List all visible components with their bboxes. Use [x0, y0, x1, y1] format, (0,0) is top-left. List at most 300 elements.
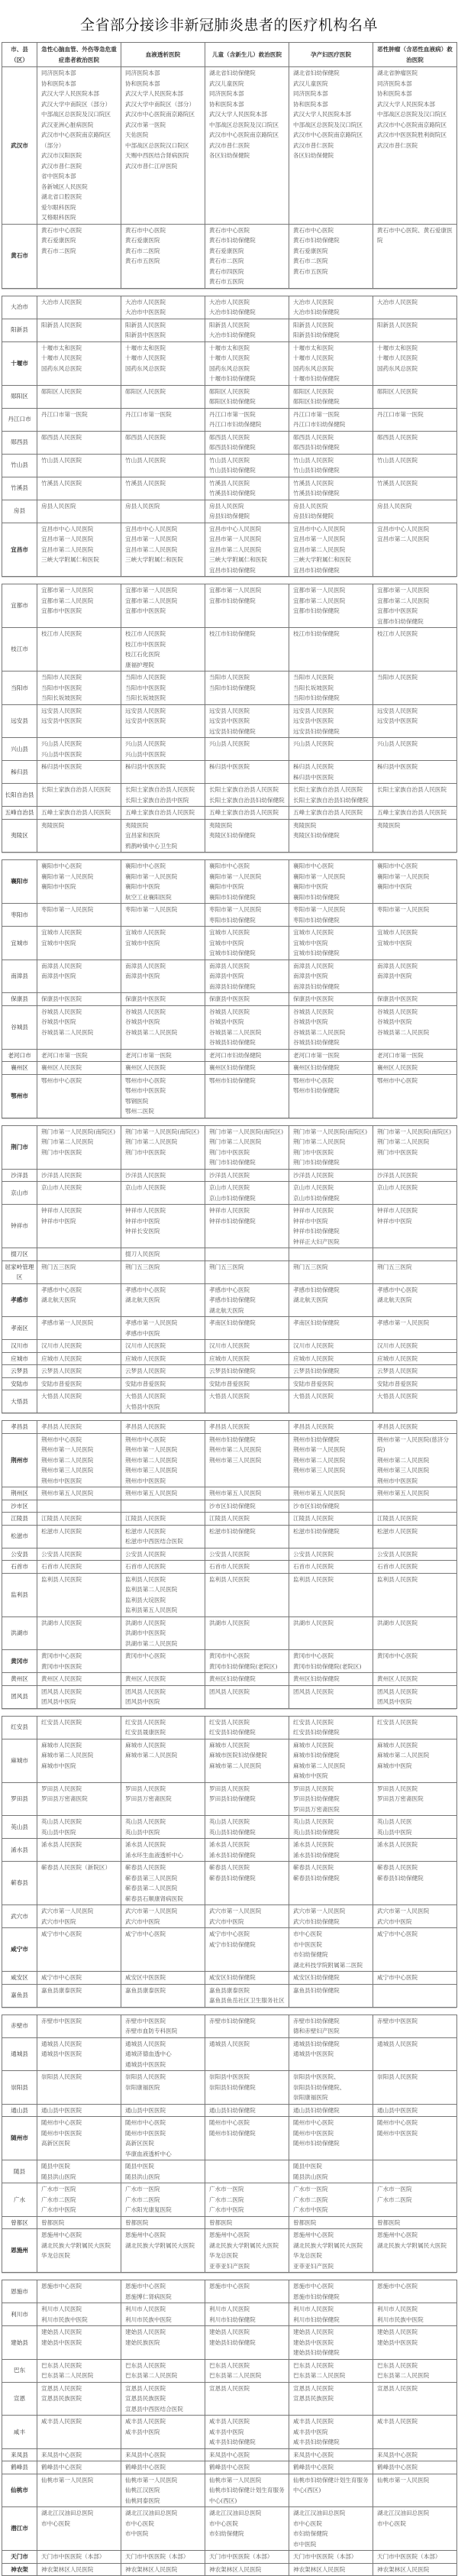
- hospital-name: 石首市人民医院: [377, 1563, 418, 1570]
- hospital-cell: [289, 296, 373, 319]
- hospital-cell: [205, 1352, 289, 1365]
- hospital-cell: [121, 2037, 205, 2071]
- hospital-cell: [289, 2037, 373, 2071]
- hospital-cell: [289, 2303, 373, 2326]
- hospital-name: 团风县人民医院: [209, 1688, 250, 1695]
- hospital-name: 巴东县第二人民医院: [293, 2372, 346, 2379]
- hospital-name: 湖北民族大学附属民大医院: [209, 2241, 279, 2249]
- hospital-cell: [205, 672, 289, 705]
- hospital-name: 荆门市第二人民医院: [377, 1138, 430, 1145]
- hospital-name: 市中心医院: [209, 2519, 238, 2527]
- table-row: [2, 2551, 457, 2564]
- table-row: [2, 1928, 457, 1972]
- hospital-cell: [289, 1816, 373, 1839]
- hospital-name: 秭归县中医医院: [125, 763, 166, 770]
- hospital-cell: [289, 1839, 373, 1862]
- hospital-name: 钟祥市人民医院: [293, 1207, 334, 1214]
- hospital-cell: [205, 341, 289, 385]
- hospital-name: 荆州市第三人民医院: [377, 1467, 430, 1474]
- hospital-cell: [289, 2359, 373, 2382]
- hospital-cell: [289, 1352, 373, 1365]
- hospital-name: 宜昌市第一人民医院: [293, 536, 346, 542]
- table-row: [2, 584, 457, 628]
- region-cell: 蕲春县: [2, 1862, 37, 1905]
- hospital-cell: [373, 1972, 457, 1985]
- table-row: [2, 993, 457, 1006]
- hospital-cell: [37, 1248, 121, 1261]
- hospital-name: 宜昌市第二人民医院: [377, 536, 430, 542]
- hospital-name: 咸丰县人民医院: [293, 2418, 334, 2425]
- hospital-cell: [121, 1548, 205, 1561]
- hospital-name: 武穴市中医院: [41, 1917, 76, 1925]
- region-cell: 沙市区: [2, 1500, 37, 1513]
- region-cell: 房县: [2, 500, 37, 523]
- hospital-cell: [373, 819, 457, 853]
- hospital-cell: [373, 2160, 457, 2183]
- hospital-cell: [289, 523, 373, 577]
- table-row: [2, 2104, 457, 2117]
- hospital-name: 沙洋县人民医院: [293, 1171, 334, 1179]
- hospital-cell: [373, 1905, 457, 1928]
- hospital-cell: [205, 1005, 289, 1049]
- region-cell: 丹江口市: [2, 408, 37, 431]
- hospital-name: 英山县人民医院: [125, 1818, 166, 1825]
- hospital-name: 五峰土家族自治县人民医院: [377, 809, 447, 816]
- hospital-name: 湖北江汉油田总医院: [209, 2510, 262, 2516]
- hospital-name: 钟祥市人民医院: [209, 1207, 250, 1214]
- region-cell: 崇阳县: [2, 2071, 37, 2105]
- hospital-name: 远安县人民医院: [377, 707, 418, 714]
- hospital-name: 英山县人民医院: [41, 1818, 82, 1825]
- region-cell: 随州市: [2, 2117, 37, 2160]
- hospital-cell: [289, 1513, 373, 1526]
- hospital-cell: [289, 431, 373, 454]
- hospital-name: 黄州区妇幼保健院: [209, 1675, 256, 1682]
- hospital-name: 公安县人民医院: [125, 1550, 166, 1558]
- hospital-cell: [289, 738, 373, 761]
- hospital-name: 监利县人民医院: [125, 1575, 166, 1583]
- hospital-cell: [121, 2071, 205, 2105]
- hospital-name: 同济医院本部: [125, 70, 160, 76]
- hospital-cell: [121, 1862, 205, 1905]
- hospital-name: 黄冈市中心医院: [125, 1652, 166, 1659]
- hospital-name: 宜都市妇幼保健院: [377, 617, 424, 625]
- hospital-name: 远安县中医医院: [293, 717, 334, 724]
- hospital-name: 协和医院本部: [293, 100, 328, 108]
- hospital-name: 仙桃市第一人民医院: [209, 2476, 262, 2484]
- hospital-name: 宜都市第一人民医院: [41, 587, 94, 594]
- hospital-name: 监利县第二人民医院: [125, 1586, 178, 1593]
- hospital-cell: [289, 67, 373, 225]
- hospital-name: 鄂钢医院: [125, 1097, 149, 1105]
- hospital-name: 荆州市第五人民医院: [377, 1490, 430, 1497]
- hospital-name: 湖北江汉油田总医院: [125, 2510, 178, 2516]
- hospital-name: 武汉市中心医院南京路院区: [377, 121, 447, 128]
- hospital-name: 宜昌市中心人民医院: [41, 525, 94, 532]
- hospital-name: 国药东风总医院: [125, 364, 166, 372]
- hospital-name: 郧阳区人民医院: [125, 387, 166, 395]
- hospital-cell: [121, 672, 205, 705]
- hospital-cell: [205, 2071, 289, 2105]
- hospital-cell: [289, 1650, 373, 1673]
- hospital-cell: [121, 1421, 205, 1434]
- hospital-name: 钟祥市妇幼保健院: [209, 1217, 256, 1225]
- hospital-name: 麻城市第二人民医院: [125, 1752, 178, 1759]
- hospital-name: 夷陵区妇幼保健院: [293, 832, 340, 839]
- hospital-name: 枝江石化医院: [125, 651, 160, 658]
- table-row: [2, 1548, 457, 1561]
- hospital-name: 洪湖市人民医院: [41, 1619, 82, 1626]
- hospital-name: 通山县中医医院: [377, 2106, 418, 2114]
- hospital-name: 竹溪县妇幼保健院: [209, 490, 256, 497]
- hospital-name: 钟祥市人民医院: [125, 1207, 166, 1214]
- table-row: [2, 1074, 457, 1118]
- hospital-name: 赤壁市血防专科医院: [125, 2027, 178, 2034]
- hospital-cell: [37, 960, 121, 993]
- hospital-name: 随县洪山医院: [293, 2173, 328, 2180]
- hospital-name: 蕲春县人民医院: [125, 1864, 166, 1871]
- hospital-name: 通城县人民医院: [41, 2040, 82, 2047]
- hospital-name: 鄂州市中心医院: [41, 1076, 82, 1084]
- hospital-name: 十堰市太和医院: [209, 344, 250, 351]
- page-break: [2, 1413, 456, 1420]
- hospital-cell: [289, 2416, 373, 2449]
- hospital-name: 枣阳市妇幼保健院: [209, 916, 256, 924]
- table-row: [2, 704, 457, 738]
- table-row: [2, 672, 457, 705]
- hospital-name: 广水市一医院: [41, 2186, 76, 2193]
- hospital-cell: [37, 1561, 121, 1574]
- hospital-cell: [121, 1782, 205, 1816]
- hospital-name: 麻城市妇幼保健院: [293, 1752, 340, 1759]
- hospital-cell: [121, 1365, 205, 1378]
- hospital-name: 京山市人民医院: [125, 1184, 166, 1191]
- hospital-name: 南漳县人民医院: [41, 962, 82, 969]
- hospital-name: 天门市中医医院（本部）: [377, 2553, 441, 2560]
- hospital-name: 松滋市中西医结合医院: [125, 1538, 183, 1545]
- hospital-name: 黄石市二医院: [209, 257, 244, 264]
- region-cell: 咸宁市: [2, 1928, 37, 1972]
- hospital-name: 钟祥正大妇产医院: [293, 1238, 340, 1245]
- table-row: [2, 296, 457, 319]
- hospital-name: 荆州市第二人民医院: [125, 1456, 178, 1464]
- hospital-name: 老河口市第一医院: [377, 1051, 424, 1059]
- hospital-cell: [205, 1928, 289, 1972]
- hospital-name: 远安县中医医院: [125, 717, 166, 724]
- hospital-name: 曾都医院: [125, 2218, 149, 2226]
- hospital-name: 夷陵医院: [41, 821, 65, 829]
- hospital-cell: [37, 2563, 121, 2576]
- hospital-name: 应城市人民医院: [377, 1354, 418, 1362]
- hospital-cell: [289, 1716, 373, 1739]
- hospital-name: 武穴市妇幼保健院: [293, 1917, 340, 1925]
- hospital-name: 远安县中医医院: [209, 717, 250, 724]
- table-row: [2, 904, 457, 927]
- hospital-cell: [373, 1205, 457, 1248]
- hospital-name: 丹江口市第一医院: [377, 410, 424, 418]
- hospital-name: 巴东县第二人民医院: [41, 2372, 94, 2379]
- hospital-name: 湖北民族大学附属民大医院: [293, 2241, 363, 2249]
- hospital-cell: [205, 1984, 289, 2007]
- hospital-cell: [205, 1573, 289, 1616]
- hospital-name: 宜城市中医院: [41, 939, 76, 947]
- hospital-cell: [121, 1905, 205, 1928]
- hospital-cell: [205, 1049, 289, 1062]
- region-cell: 武穴市: [2, 1905, 37, 1928]
- hospital-name: 云梦县人民医院: [41, 1367, 82, 1374]
- region-cell: 枣阳市: [2, 904, 37, 927]
- hospital-cell: [37, 224, 121, 288]
- hospital-name: 云梦县妇幼保健院: [293, 1367, 340, 1374]
- hospital-cell: [289, 1340, 373, 1353]
- hospital-cell: [289, 628, 373, 672]
- hospital-name: 钟祥市人民医院: [377, 1207, 418, 1214]
- table-row: [2, 2216, 457, 2229]
- hospital-cell: [37, 1673, 121, 1686]
- hospital-cell: [289, 1928, 373, 1972]
- hospital-name: 湖北航天医院: [377, 1296, 412, 1303]
- hospital-name: 钟祥市中医院: [293, 1217, 328, 1225]
- table-header-row: [2, 43, 457, 67]
- hospital-name: 宜城市人民医院: [41, 929, 82, 936]
- hospital-name: 建始县中医医院: [41, 2338, 82, 2346]
- hospital-name: 崇阳康福医院: [293, 2094, 328, 2101]
- hospital-cell: [205, 1182, 289, 1205]
- hospital-cell: [37, 431, 121, 454]
- hospital-name: 咸丰县中医院: [125, 2428, 160, 2435]
- page-break: [2, 1709, 456, 1716]
- hospital-name: 当阳长坂坡医院: [125, 694, 166, 701]
- hospital-cell: [373, 2474, 457, 2507]
- table-row: [2, 1716, 457, 1739]
- table-row: [2, 2160, 457, 2183]
- hospital-cell: [121, 477, 205, 500]
- hospital-name: 巴东县人民医院: [293, 2361, 334, 2369]
- hospital-name: 武穴市第一人民医院: [293, 1908, 346, 1914]
- hospital-name: 罗田县人民医院: [377, 1785, 418, 1792]
- hospital-cell: [205, 2037, 289, 2071]
- hospital-name: 松滋市人民医院: [41, 1527, 82, 1535]
- hospital-name: 通山县妇幼保健院: [209, 2106, 256, 2114]
- hospital-cell: [37, 738, 121, 761]
- hospital-cell: [205, 1390, 289, 1413]
- hospital-cell: [373, 584, 457, 628]
- hospital-cell: [373, 1317, 457, 1340]
- hospital-cell: [205, 2303, 289, 2326]
- region-cell: 远安县: [2, 704, 37, 738]
- hospital-cell: [373, 1049, 457, 1062]
- hospital-name: 英山县人民医院: [209, 1818, 250, 1825]
- hospital-name: 蕲春县第二人民医院: [125, 1885, 178, 1892]
- hospital-cell: [37, 2280, 121, 2303]
- hospital-name: 江陵县人民医院: [293, 1515, 334, 1522]
- hospital-name: 谷城县妇幼保健院: [209, 1039, 256, 1046]
- hospital-cell: [373, 523, 457, 577]
- hospital-cell: [289, 2280, 373, 2303]
- hospital-cell: [121, 1487, 205, 1500]
- hospital-name: 襄阳市中心医院: [209, 862, 250, 869]
- table-row: [2, 2474, 457, 2507]
- hospital-cell: [373, 2416, 457, 2449]
- hospital-name: 荆州市第二人民医院: [293, 1456, 346, 1464]
- hospital-name: 随州市中医医院: [125, 2129, 166, 2137]
- hospital-name: 房县人民医院: [209, 502, 244, 510]
- hospital-name: 湖北民族大学附属民大医院: [41, 2241, 111, 2249]
- hospital-cell: [373, 1062, 457, 1075]
- hospital-name: 咸宁市中心医院: [41, 1930, 82, 1937]
- hospital-table: [2, 42, 457, 289]
- hospital-cell: [289, 1673, 373, 1686]
- hospital-name: 监利县大垸医院: [125, 1596, 166, 1604]
- hospital-cell: [205, 2359, 289, 2382]
- hospital-name: 黄石爱康医院: [125, 237, 160, 244]
- region-cell: 武汉市: [2, 67, 37, 225]
- hospital-cell: [373, 904, 457, 927]
- hospital-cell: [373, 319, 457, 341]
- hospital-name: 南漳县中医院: [41, 972, 76, 979]
- hospital-name: 掇刀人民医院: [125, 1251, 160, 1257]
- hospital-cell: [373, 784, 457, 807]
- hospital-name: 竹山县妇幼保健院: [293, 467, 340, 474]
- region-cell: 江陵县: [2, 1513, 37, 1526]
- hospital-name: 江陵县人民医院: [209, 1515, 250, 1522]
- hospital-name: 宜城市人民医院: [125, 929, 166, 936]
- hospital-cell: [289, 1205, 373, 1248]
- hospital-name: 鸦鹊岭镇中心卫生院: [125, 842, 178, 849]
- hospital-cell: [289, 1739, 373, 1782]
- hospital-name: 大冶市人民医院: [41, 298, 82, 306]
- table-row: [2, 2117, 457, 2160]
- hospital-name: 公安县人民医院: [41, 1550, 82, 1558]
- hospital-cell: [289, 960, 373, 993]
- hospital-cell: [121, 1283, 205, 1317]
- hospital-name: 红安县妇幼保健院: [209, 1729, 256, 1736]
- region-cell: 应城市: [2, 1352, 37, 1365]
- hospital-name: 鄂州市中医医院: [125, 1087, 166, 1094]
- hospital-cell: [121, 2229, 205, 2273]
- hospital-name: 当阳市人民医院: [377, 674, 418, 681]
- hospital-name: 远安县人民医院: [41, 707, 82, 714]
- region-cell: 老河口市: [2, 1049, 37, 1062]
- hospital-cell: [205, 385, 289, 408]
- hospital-cell: [289, 2071, 373, 2105]
- hospital-name: 秭归县中医医院: [209, 763, 250, 770]
- hospital-name: 艾格眼科医院: [41, 214, 76, 221]
- hospital-name: 罗田县万密斋医院: [41, 1795, 88, 1802]
- hospital-name: 宜都市第一人民医院: [293, 587, 346, 594]
- hospital-name: 来凤县中心医院: [41, 2451, 82, 2458]
- hospital-name: 黄州区人民医院: [41, 1675, 82, 1682]
- region-cell: 罗田县: [2, 1782, 37, 1816]
- region-cell: 枝江市: [2, 628, 37, 672]
- hospital-cell: [37, 385, 121, 408]
- hospital-name: 天门市中医医院（本部）: [209, 2553, 273, 2560]
- hospital-cell: [373, 2507, 457, 2551]
- region-cell: 谷城县: [2, 1005, 37, 1049]
- hospital-cell: [373, 1928, 457, 1972]
- table-row: [2, 1685, 457, 1708]
- hospital-name: 宣恩县民族医院: [41, 2395, 82, 2402]
- hospital-name: 荆州市第一人民医院: [41, 1446, 94, 1453]
- hospital-name: 大冶市中医医院: [125, 309, 166, 316]
- hospital-name: 黄石爱康医院: [293, 247, 328, 254]
- hospital-cell: [121, 1377, 205, 1390]
- hospital-name: 湖北江汉油田总医院: [377, 2510, 430, 2516]
- hospital-name: 团风县人民医院: [293, 1688, 334, 1695]
- hospital-name: 德和赤壁妇产医院: [293, 2027, 340, 2034]
- hospital-cell: [373, 1182, 457, 1205]
- hospital-name: 曾都医院: [209, 2218, 233, 2226]
- hospital-name: 宜都市妇幼保健院: [209, 597, 256, 604]
- hospital-name: 郧阳区人民医院: [209, 387, 250, 395]
- hospital-cell: [373, 761, 457, 784]
- hospital-cell: [205, 67, 289, 225]
- region-cell: 郧西县: [2, 431, 37, 454]
- hospital-name: 十堰市人民医院: [125, 354, 166, 361]
- table-row: [2, 454, 457, 477]
- hospital-name: 襄州区人民医院: [41, 1064, 82, 1071]
- hospital-name: 竹溪县人民医院: [41, 479, 82, 487]
- hospital-name: 谷城县第二人民医院: [377, 1028, 430, 1036]
- table-row: [2, 784, 457, 807]
- hospital-table: [2, 859, 457, 1118]
- hospital-cell: [37, 2037, 121, 2071]
- hospital-name: 广水市二医院: [41, 2196, 76, 2203]
- hospital-cell: [121, 2507, 205, 2551]
- table-row: [2, 1125, 457, 1169]
- hospital-cell: [205, 807, 289, 820]
- hospital-name: 咸宁市中心医院: [125, 1930, 166, 1937]
- hospital-cell: [37, 584, 121, 628]
- column-header: 血液透析医院: [121, 43, 205, 67]
- hospital-cell: [205, 2280, 289, 2303]
- hospital-name: 浠水县妇幼保健院: [293, 1851, 340, 1859]
- hospital-name: 武汉大学人民医院本部: [293, 111, 351, 118]
- hospital-name: 谷城县中医院: [125, 1018, 160, 1025]
- hospital-name: 荆州市第五人民医院: [293, 1490, 346, 1497]
- hospital-cell: [289, 807, 373, 820]
- hospital-cell: [121, 2015, 205, 2037]
- hospital-cell: [121, 860, 205, 904]
- hospital-name: 神农架林区人民医院: [377, 2565, 430, 2573]
- table-row: [2, 1573, 457, 1616]
- hospital-name: 罗田县人民医院: [293, 1785, 334, 1792]
- hospital-cell: [205, 1739, 289, 1782]
- table-row: [2, 1816, 457, 1839]
- table-row: [2, 1972, 457, 1985]
- hospital-name: 谷城县中医院: [41, 1018, 76, 1025]
- hospital-name: 郧西县妇幼保健院: [209, 444, 256, 451]
- hospital-name: 沙洋县人民医院: [41, 1171, 82, 1179]
- hospital-cell: [121, 1561, 205, 1574]
- hospital-name: 武穴市中医院: [125, 1917, 160, 1925]
- page-break: [2, 1118, 456, 1125]
- hospital-name: 谷城县人民医院: [293, 1008, 334, 1015]
- hospital-cell: [37, 2474, 121, 2507]
- hospital-name: 武穴市第一人民医院: [377, 1908, 430, 1914]
- hospital-cell: [373, 1739, 457, 1782]
- hospital-cell: [205, 1062, 289, 1075]
- region-cell: 恩施市: [2, 2280, 37, 2303]
- hospital-name: 襄阳市中医院: [209, 883, 244, 890]
- hospital-cell: [205, 2104, 289, 2117]
- hospital-table: [2, 296, 457, 578]
- hospital-name: 武汉市中心医院南京路院区: [125, 111, 195, 118]
- table-row: [2, 1340, 457, 1353]
- hospital-name: 京山市人民医院: [377, 1184, 418, 1191]
- hospital-name: 钟祥市人民医院: [41, 1207, 82, 1214]
- column-header: 孕产妇医疗医院: [289, 43, 373, 67]
